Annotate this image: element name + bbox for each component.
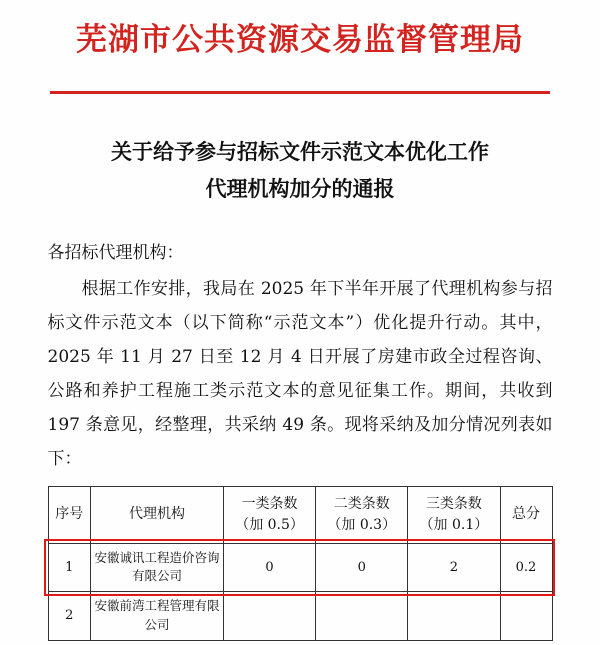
cell-category-2: [316, 592, 408, 641]
cell-org: 安徽诚讯工程造价咨询有限公司: [90, 543, 223, 592]
cell-category-3: 2: [408, 543, 500, 592]
cell-total: 0.2: [500, 543, 552, 592]
document-title-line-1: 关于给予参与招标文件示范文本优化工作: [111, 139, 489, 165]
header-category-3-main: 三类条数: [425, 495, 482, 512]
masthead: [0, 0, 600, 94]
cell-total: [500, 592, 552, 641]
cell-index: 1: [48, 543, 90, 592]
cell-category-3: [408, 592, 500, 641]
header-category-1-main: 一类条数: [241, 495, 298, 512]
header-category-1-sub: （加 0.5）: [235, 516, 304, 533]
score-table-wrapper: [48, 486, 553, 641]
header-category-3-sub: （加 0.1）: [419, 516, 489, 533]
salutation: 各招标代理机构：: [47, 242, 184, 263]
table-row: [48, 543, 552, 592]
cell-category-2: 0: [316, 543, 408, 592]
header-category-3: [408, 486, 500, 543]
score-table: [48, 486, 553, 641]
document-title-line-2: 代理机构加分的通报: [205, 175, 395, 201]
header-total: 总分: [500, 486, 552, 543]
score-table-body: [48, 543, 552, 640]
document-title: [70, 134, 530, 208]
cell-category-1: [223, 592, 315, 641]
masthead-divider: [50, 91, 550, 94]
header-category-2-main: 二类条数: [333, 495, 390, 512]
header-index: 序号: [48, 486, 90, 543]
document-body: [48, 236, 553, 476]
body-paragraph-1: 根据工作安排，我局在 2025 年下半年开展了代理机构参与招标文件示范文本（以下简称“示范文本”）优化提升行动。其中，2025 年 11 月 27 日至 12 月 4 日开展了房建市政全过程咨询、公路和养护工程施工类示范文本的意见征集工作。期间，共收到 197 条意见，经整理，共采纳 49 条。现将采纳及加分情况列表如下：: [47, 278, 553, 469]
header-org: 代理机构: [90, 486, 223, 543]
cell-category-1: 0: [223, 543, 315, 592]
score-table-head: [48, 486, 552, 543]
header-category-2-sub: （加 0.3）: [327, 516, 397, 533]
table-header-row: [48, 486, 552, 543]
cell-index: 2: [48, 592, 90, 641]
header-category-1: [223, 486, 315, 543]
header-category-2: [316, 486, 408, 543]
issuing-authority-title: 芜湖市公共资源交易监督管理局: [76, 22, 524, 58]
cell-org: 安徽前湾工程管理有限公司: [90, 592, 223, 641]
table-row: [48, 592, 552, 641]
